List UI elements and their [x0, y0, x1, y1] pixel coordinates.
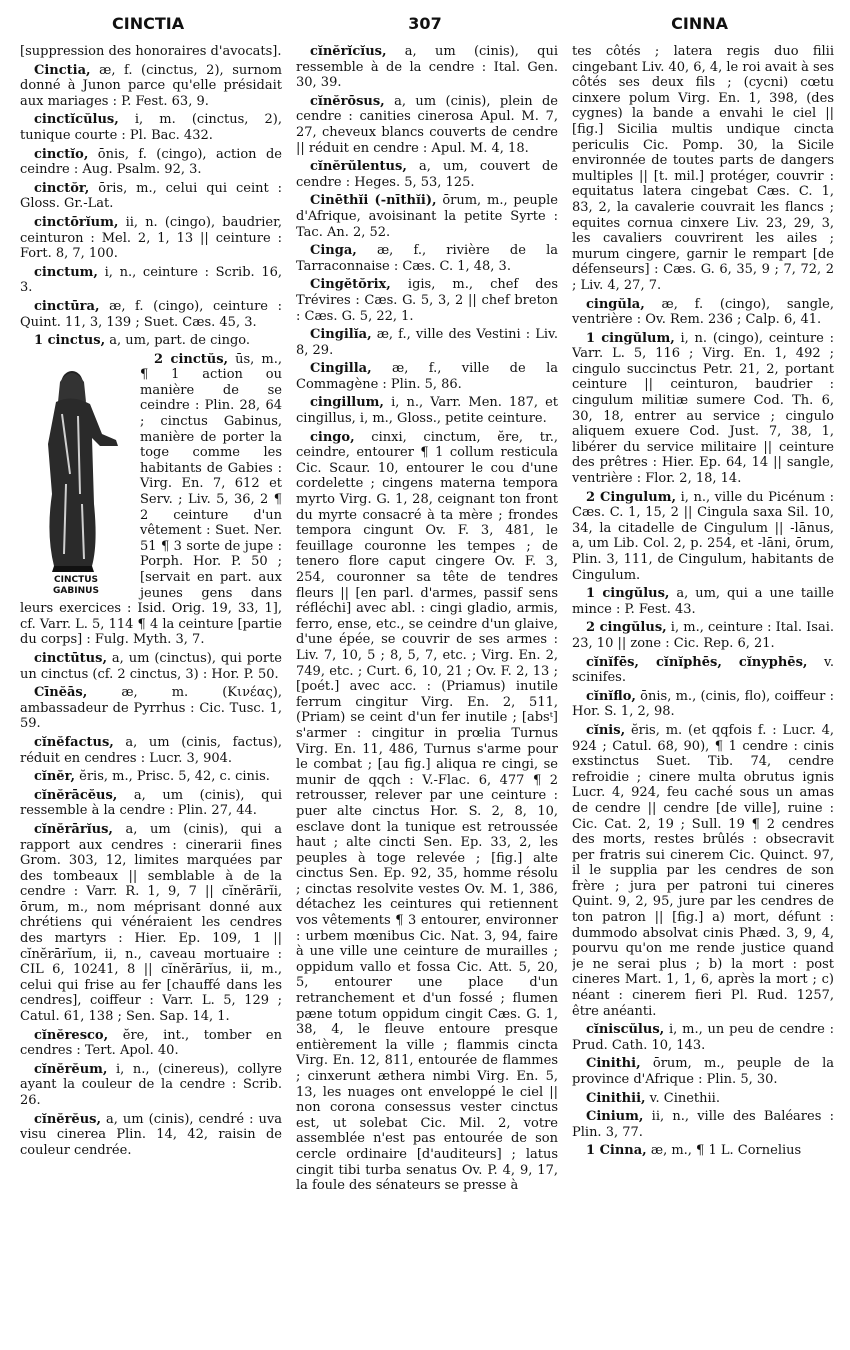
dictionary-entry [20, 1028, 282, 1059]
page-number: 307 [408, 14, 442, 33]
entry-headword: cinctŏr, [34, 180, 90, 196]
dictionary-entry [20, 788, 282, 819]
entry-definition: i, m. (cinctus, 2), tunique courte : Pl. Bac. 432. [20, 112, 282, 143]
running-head-left: CINCTIA [112, 14, 185, 33]
entry-headword: 1 cingŭlum, [586, 330, 675, 346]
entry-headword: cingo, [310, 429, 355, 445]
entry-headword: 1 cinctus, [34, 333, 106, 349]
entry-definition: ōrum, m., peuple de la province d'Afrique : Plin. 5, 30. [572, 1056, 834, 1087]
dictionary-entry [20, 44, 282, 60]
dictionary-entry [572, 44, 834, 294]
entry-definition: [suppression des honoraires d'avocats]. [20, 44, 282, 59]
dictionary-entry [572, 297, 834, 328]
dictionary-entry [572, 1022, 834, 1053]
entry-headword: 1 cingŭlus, [586, 586, 670, 602]
entry-definition: i, m., ceinture : Ital. Isai. 23, 10 || zone : Cic. Rep. 6, 21. [572, 620, 834, 651]
entry-headword: Cīnĕās, [34, 685, 88, 701]
entry-headword: Cinium, [586, 1109, 644, 1125]
entry-definition: ii, n., ville des Baléares : Plin. 3, 77. [572, 1109, 834, 1140]
cinctus-gabinus-illustration [20, 354, 132, 594]
entry-headword: cinctum, [34, 264, 98, 280]
entry-definition: i, n. (cingo), ceinture : Varr. L. 5, 116 ; Virg. En. 1, 492 ; cingulo succinctus Petr. 21, 2, portant ceinture || ceinturon, baudrier : cingulum militiæ sumere Cod. Th. 6, 30, 18, entrer au service ; cingulo aliquem exuere Cod. Just. 7, 38, 1, libérer du service militaire || ceinture des prêtres : Hier. Ep. 64, 14 || sangle, ventrière : Flor. 2, 18, 14. [572, 330, 834, 487]
dictionary-entry [20, 112, 282, 143]
entry-headword: cĭnĭflo, [586, 688, 636, 704]
dictionary-entry [572, 1091, 834, 1107]
dictionary-entry [20, 215, 282, 262]
dictionary-entry [572, 586, 834, 617]
entry-definition: a, um (cinis), cendré : uva visu cinerea Plin. 14, 42, raisin de couleur cendrée. [20, 1111, 282, 1158]
entry-definition: a, um (cinis), qui ressemble à de la cendre : Ital. Gen. 30, 39. [296, 44, 558, 91]
entry-definition: i, n., Varr. Men. 187, et cingillus, i, m., Gloss., petite ceinture. [296, 395, 558, 427]
entry-headword: Cinithi, [586, 1056, 641, 1072]
entry-headword: Cingilla, [310, 361, 372, 377]
entry-definition: æ, f. (cinctus, 2), surnom donné à Junon parce qu'elle présidait aux mariages : P. Fest. 63, 9. [20, 62, 282, 109]
dictionary-entry [20, 181, 282, 212]
entry-headword: Cinēthĭi (-nīthĭi), [310, 193, 437, 209]
dictionary-entry [20, 769, 282, 785]
entry-definition: æ, f. (cingo), ceinture : Quint. 11, 3, 139 ; Suet. Cæs. 45, 3. [20, 298, 282, 330]
dictionary-entry [572, 1056, 834, 1087]
entry-definition: ōnis, m., (cinis, flo), coiffeur : Hor. S. 1, 2, 98. [572, 688, 834, 720]
entry-definition: i, m., un peu de cendre : Prud. Cath. 10, 143. [572, 1022, 834, 1053]
entry-headword: cĭnĕrŭlentus, [310, 159, 407, 175]
dictionary-entry [572, 620, 834, 651]
dictionary-entry [20, 685, 282, 732]
running-head-right: CINNA [671, 14, 728, 33]
dictionary-entry [20, 735, 282, 766]
dictionary-entry [572, 331, 834, 487]
column-3 [572, 44, 834, 1344]
dictionary-entry [296, 361, 558, 392]
column-1 [20, 44, 282, 1344]
entry-definition: igis, m., chef des Trévires : Cæs. G. 5, 3, 2 || chef breton : Cæs. G. 5, 22, 1. [296, 277, 558, 324]
dictionary-entry [20, 1112, 282, 1159]
entry-definition: ōnis, f. (cingo), action de ceindre : Aug. Psalm. 92, 3. [20, 146, 282, 178]
entry-definition: ĕris, m. (et qqfois f. : Lucr. 4, 924 ; Catul. 68, 90), ¶ 1 cendre : cinis exstinctus Suet. Tib. 74, cendre refroidie ; cinere multa obrutus ignis Lucr. 4, 924, feu caché sous un amas de cendre || cendre [de ville], ruine : Cic. Cat. 2, 19 ; Sull. 19 ¶ 2 cendres des morts, restes brûlés : obsecravit per fratris sui cinerem Cic. Quinct. 97, il le supplia par les cendres de son frère ; jura per patroni tui cineres Quint. 9, 2, 95, jure par les cendres de ton patron || [fig.] a) mort, défunt : dummodo absolvat cinis Phæd. 3, 9, 4, pourvu qu'on me rende justice quand je ne serai plus ; b) la mort : post cineres Mart. 1, 1, 6, après la mort ; c) néant : cinerem fieri Pl. Rud. 1257, être anéanti. [572, 722, 834, 1019]
dictionary-entry [20, 333, 282, 349]
entry-headword: cingŭla, [586, 296, 645, 312]
entry-headword: cĭnĕresco, [34, 1027, 109, 1043]
entry-definition: i, n., ceinture : Scrib. 16, 3. [20, 264, 282, 296]
entry-definition: v. Cinethii. [645, 1090, 720, 1106]
entry-definition: i, n., ville du Picénum : Cæs. C. 1, 15, 2 || Cingula saxa Sil. 10, 34, la citadelle de Cingulum || -lānus, a, um Lib. Col. 2, p. 254, et -lāni, ōrum, Plin. 3, 111, de Cingulum, habitants de Cingulum. [572, 489, 834, 583]
entry-definition: ōris, m., celui qui ceint : Gloss. Gr.-Lat. [20, 180, 282, 212]
dictionary-entry [20, 63, 282, 110]
entry-headword: cinctĭcŭlus, [34, 112, 119, 128]
dictionary-entry [296, 243, 558, 274]
entry-headword: cĭnĕrĕus, [34, 1111, 101, 1127]
entry-headword: cĭnĕrĕum, [34, 1061, 108, 1077]
entry-definition: æ, m. (Κινέας), ambassadeur de Pyrrhus : Cic. Tusc. 1, 59. [20, 685, 282, 732]
dictionary-entry [20, 265, 282, 296]
entry-definition: a, um (cinis), plein de cendre : canities cinerosa Apul. M. 7, 27, cheveux blancs couverts de cendre || réduit en cendre : Apul. M. 4, 18. [296, 93, 558, 156]
entry-headword: cĭnĕrōsus, [310, 93, 385, 109]
dictionary-entry [296, 395, 558, 426]
dictionary-entry [296, 44, 558, 91]
entry-headword: cinctĭo, [34, 146, 89, 162]
entry-headword: cĭnis, [586, 722, 626, 738]
entry-headword: Cinithii, [586, 1090, 646, 1106]
entry-headword: cĭniscŭlus, [586, 1022, 665, 1038]
dictionary-entry [296, 430, 558, 1194]
entry-definition: æ, m., ¶ 1 L. Cornelius [646, 1143, 802, 1159]
dictionary-entry [296, 193, 558, 240]
dictionary-entry [572, 1143, 834, 1159]
entry-definition: a, um (cinctus), qui porte un cinctus (cf. 2 cinctus, 3) : Hor. P. 50. [20, 650, 282, 682]
entry-headword: cĭnĕrācĕus, [34, 787, 118, 803]
entry-headword: cĭnĕr, [34, 769, 76, 785]
entry-definition: i, n., (cinereus), collyre ayant la couleur de la cendre : Scrib. 26. [20, 1061, 282, 1108]
entry-definition: æ, f., rivière de la Tarraconnaise : Cæs. C. 1, 48, 3. [296, 243, 558, 274]
draped-figure-icon [20, 354, 132, 594]
entry-headword: cĭnĕfactus, [34, 734, 114, 750]
entry-definition: ūs, m., ¶ 1 action ou manière de se ceindre : Plin. 28, 64 ; cinctus Gabinus, manière de porter la toge comme les habitants de Gabies : Virg. En. 7, 612 et Serv. ; Liv. 5, 36, 2 ¶ 2 ceinture d'un vêtement : Suet. Ner. 51 ¶ 3 sorte de jupe : Porph. Hor. P. 50 ; [servait en part. aux jeunes gens dans leurs exercices : Isid. Orig. 19, 33, 1], cf. Varr. L. 5, 114 ¶ 4 la ceinture [partie du corps] : Fulg. Myth. 3, 7. [20, 351, 282, 648]
dictionary-entry [572, 689, 834, 720]
dictionary-entry [296, 277, 558, 324]
entry-headword: cĭnĭfēs, cĭnĭphēs, cĭnyphēs, [586, 654, 808, 670]
dictionary-entry [20, 651, 282, 682]
entry-headword: 2 Cingulum, [586, 489, 676, 505]
entry-headword: Cingĕtŏrix, [310, 277, 391, 293]
entry-headword: cinctūtus, [34, 650, 107, 666]
entry-definition: ĕre, int., tomber en cendres : Tert. Apol. 40. [20, 1027, 282, 1059]
entry-definition: æ, f. (cingo), sangle, ventrière : Ov. Rem. 236 ; Calp. 6, 41. [572, 296, 834, 328]
entry-headword: cinctūra, [34, 298, 100, 314]
entry-definition: v. scinifes. [572, 654, 834, 686]
dictionary-entry [20, 1062, 282, 1109]
column-2 [296, 44, 558, 1344]
entry-definition: tes côtés ; latera regis duo filii cingebant Liv. 40, 6, 4, le roi avait à ses côtés ses deux fils ; (cycni) cœtu cinxere polum Virg. En. 1, 398, (des cygnes) la bande a envahi le ciel || [fig.] Sicilia multis undique cincta periculis Cic. Pomp. 30, la Sicile environnée de toutes parts de dangers multiples || [t. mil.] protéger, couvrir : equitatus latera cingebat Cæs. C. 1, 83, 2, la cavalerie couvrait les flancs ; equites cornua cinxere Liv. 23, 29, 3, les cavaliers couvrirent les ailes ; murum cingere, garnir le rempart [de défenseurs] : Cæs. G. 6, 35, 9 ; 7, 72, 2 ; Liv. 4, 27, 7. [572, 44, 834, 293]
dictionary-entry [296, 159, 558, 190]
entry-headword: 2 cingŭlus, [586, 620, 667, 636]
entry-definition: ĕris, m., Prisc. 5, 42, c. cinis. [75, 769, 270, 785]
entry-definition: æ, f., ville des Vestini : Liv. 8, 29. [296, 327, 558, 358]
figure-caption-line1: CINCTUS [53, 574, 99, 585]
entry-definition: a, um, couvert de cendre : Heges. 5, 53, 125. [296, 159, 558, 190]
running-head [22, 14, 828, 38]
dictionary-entry [296, 327, 558, 358]
entry-headword: Cingilĭa, [310, 327, 372, 343]
entry-headword: cĭnĕrārĭus, [34, 821, 113, 837]
dictionary-entry [20, 299, 282, 330]
dictionary-entry [572, 1109, 834, 1140]
dictionary-entry [296, 94, 558, 156]
entry-headword: Cinga, [310, 243, 357, 259]
entry-headword: cinctōrĭum, [34, 214, 119, 230]
entry-definition: ōrum, m., peuple d'Afrique, avoisinant la petite Syrte : Tac. An. 2, 52. [296, 193, 558, 240]
entry-definition: ii, n. (cingo), baudrier, ceinturon : Mel. 2, 1, 13 || ceinture : Fort. 8, 7, 100. [20, 214, 282, 262]
entry-headword: Cinctia, [34, 62, 91, 78]
entry-definition: a, um, qui a une taille mince : P. Fest. 43. [572, 586, 834, 617]
dictionary-entry [572, 723, 834, 1019]
dictionary-entry [20, 822, 282, 1025]
entry-definition: a, um, part. de cingo. [105, 333, 250, 349]
entry-headword: cingillum, [310, 395, 384, 411]
dictionary-entry [572, 655, 834, 686]
dictionary-entry [572, 490, 834, 584]
entry-definition: cinxi, cinctum, ĕre, tr., ceindre, entourer ¶ 1 collum resticula Cic. Scaur. 10, entourer le cou d'une cordelette ; cingens materna tempora myrto Virg. G. 1, 28, ceignant ton front du myrte consacré à ta mère ; frondes tempora cingunt Ov. F. 3, 481, le feuillage couronne les tempes ; de tenero flore caput cingere Ov. F. 3, 254, couronner sa tête de tendres fleurs || [en parl. d'armes, passif sens réfléchi] avec abl. : cingi gladio, armis, ferro, ense, etc., se ceindre d'un glaive, d'une épée, se couvrir de ses armes : Liv. 7, 10, 5 ; 8, 5, 7, etc. ; Virg. En. 2, 749, etc. ; Curt. 6, 10, 21 ; Ov. F. 2, 13 ; [poét.] avec acc. : (Priamus) inutile ferrum cingitur Virg. En. 2, 511, (Priam) se ceint d'un fer inutile ; [absᵗ] s'armer : cingitur in prœlia Turnus Virg. En. 11, 486, Turnus s'arme pour le combat ; [au fig.] aliqua re cingi, se munir de qqch : V.-Flac. 6, 477 ¶ 2 retrousser, relever par une ceinture : puer alte cinctus Hor. S. 2, 8, 10, esclave dont la tunique est retroussée haut ; alte cincti Sen. Ep. 33, 2, les peuples à toge relevée ; [fig.] alte cinctus Sen. Ep. 92, 35, homme résolu ; cinctas resolvite vestes Ov. M. 1, 386, détachez les ceintures qui retiennent vos vêtements ¶ 3 entourer, environner : urbem mœnibus Cic. Nat. 3, 94, faire à une ville une ceinture de murailles ; oppidum vallo et fossa Cic. Att. 5, 20, 5, entourer une place d'un retranchement et d'un fossé ; flumen pæne totum oppidum cingit Cæs. G. 1, 38, 4, le fleuve entoure presque entièrement la ville ; flammis cincta Virg. En. 12, 811, entourée de flammes ; cinxerunt æthera nimbi Virg. En. 5, 13, les nuages ont enveloppé le ciel || non corona consessus vester cinctus est, ut solebat Cic. Mil. 2, votre assemblée n'est pas entourée de son cercle ordinaire [d'auditeurs] ; latus cingit tibi turba senatus Ov. P. 4, 9, 17, la foule des sénateurs se presse à [296, 429, 558, 1194]
entry-definition: æ, f., ville de la Commagène : Plin. 5, 86. [296, 361, 558, 392]
entry-definition: a, um (cinis), qui ressemble à la cendre : Plin. 27, 44. [20, 787, 282, 819]
dictionary-entry [20, 147, 282, 178]
figure-caption-line2: GABINUS [53, 585, 99, 594]
entry-headword: cĭnĕrĭcĭus, [310, 44, 387, 59]
entry-headword: 1 Cinna, [586, 1143, 647, 1159]
entry-definition: a, um (cinis, factus), réduit en cendres : Lucr. 3, 904. [20, 734, 282, 766]
entry-definition: a, um (cinis), qui a rapport aux cendres : cinerarii fines Grom. 303, 12, limites marquées par des tombeaux || semblable à de la cendre : Varr. R. 1, 9, 7 || cĭnĕrārĭi, ōrum, m., nom méprisant donné aux chrétiens qui vénéraient les cendres des martyrs : Hier. Ep. 109, 1 || cĭnĕrārĭum, ii, n., caveau mortuaire : CIL 6, 10241, 8 || cĭnĕrārĭus, ii, m., celui qui frise au fer [chauffé dans les cendres], coiffeur : Varr. L. 5, 129 ; Catul. 61, 138 ; Sen. Sap. 14, 1. [20, 821, 282, 1025]
entry-headword: 2 cinctŭs, [154, 351, 229, 367]
